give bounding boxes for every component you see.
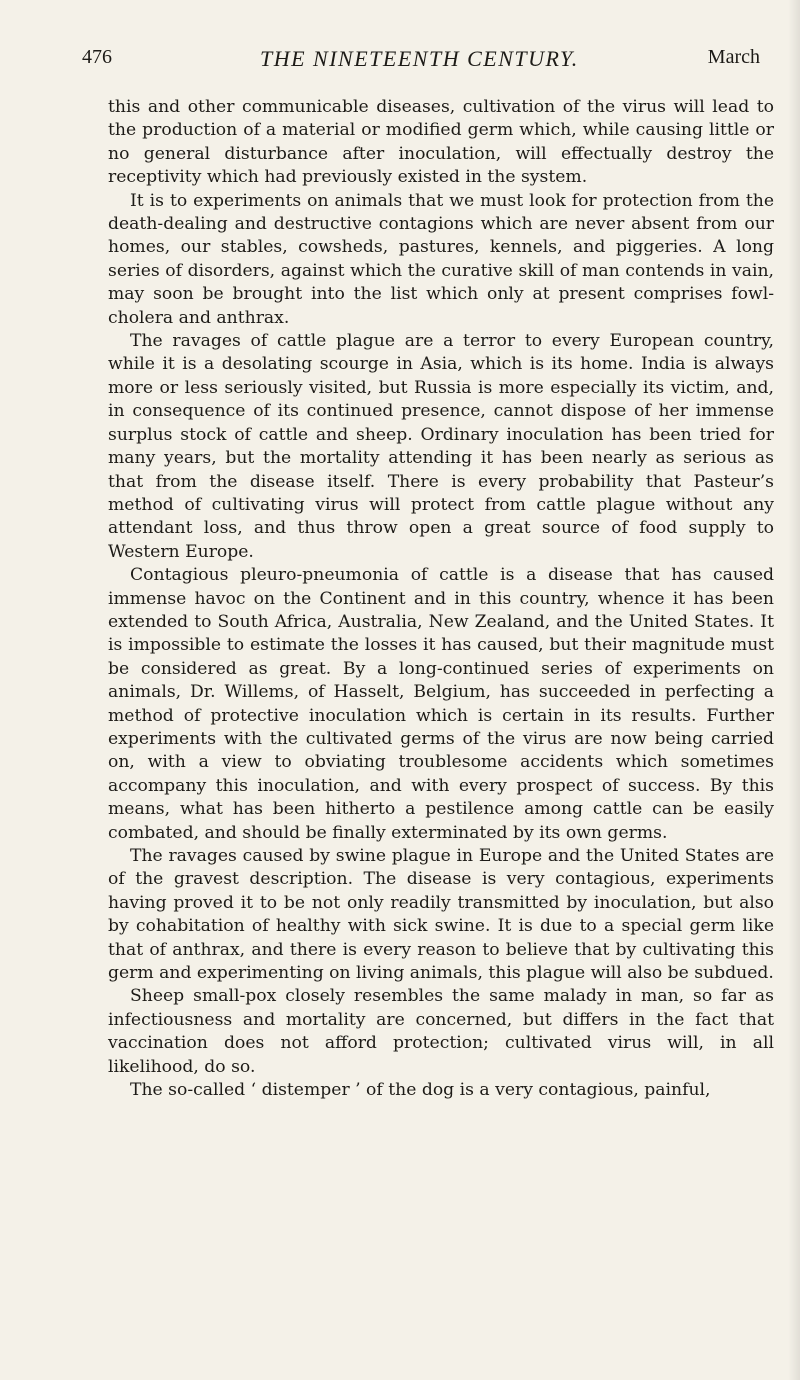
page-number: 476	[82, 46, 112, 68]
paragraph: The so-called ‘ distemper ’ of the dog is a very contagious, painful,	[130, 1080, 711, 1101]
page-edge-shadow	[788, 0, 800, 1380]
body-text	[108, 96, 774, 1102]
journal-title: THE NINETEENTH CENTURY.	[260, 46, 579, 71]
paragraph: The ravages of cattle plague are a terror to every European country, while it is a desolating scourge in Asia, which is its home. India is always more or less seriously visited, but Russia is more especially its victim, and, in consequence of its continued presence, cannot dispose of her immense surplus stock of cattle and sheep. Ordinary inoculation has been tried for many years, but the mortality attending it has been nearly as serious as that from the disease itself. There is every probability that Pasteur’s method of cultivating virus will protect from cattle plague without any attendant loss, and thus throw open a great source of food supply to Western Europe.	[108, 331, 774, 562]
running-head	[82, 34, 782, 74]
paragraph: Contagious pleuro-pneumonia of cattle is a disease that has caused immense havoc on the Continent and in this country, whence it has been extended to South Africa, Australia, New Zealand, and the United States. It is impossible to estimate the losses it has caused, but their magnitude must be considered as great. By a long-continued series of experiments on animals, Dr. Willems, of Hasselt, Belgium, has succeeded in perfecting a method of protective inoculation which is certain in its results. Further experiments with the cultivated germs of the virus are now being carried on, with a view to obviating troublesome accidents which sometimes accompany this inoculation, and with every prospect of success. By this means, what has been hitherto a pestilence among cattle can be easily combated, and should be finally exterminated by its own germs.	[108, 565, 774, 843]
paragraph-continued: this and other communicable diseases, cultivation of the virus will lead to the production of a material or modified germ which, while causing little or no general disturbance after inoculation, will effectually destroy the receptivity which had previously existed in the system.	[108, 97, 774, 188]
paragraph: It is to experiments on animals that we must look for protection from the death-dealing and destructive contagions which are never absent from our homes, our stables, cowsheds, pastures, kennels, and piggeries. A long series of disorders, against which the curative skill of man contends in vain, may soon be brought into the list which only at present comprises fowl-cholera and anthrax.	[108, 190, 774, 328]
issue-month: March	[707, 46, 760, 68]
paragraph: Sheep small-pox closely resembles the same malady in man, so far as infectiousness and mortality are concerned, but differs in the fact that vaccination does not afford protection; cultivated virus will, in all likelihood, do so.	[108, 986, 774, 1077]
paragraph: The ravages caused by swine plague in Europe and the United States are of the gravest description. The disease is very contagious, experiments having proved it to be not only readily transmitted by inoculation, but also by cohabitation of healthy with sick swine. It is due to a special germ like that of anthrax, and there is every reason to believe that by cultivating this germ and experimenting on living animals, this plague will also be subdued.	[108, 846, 774, 984]
